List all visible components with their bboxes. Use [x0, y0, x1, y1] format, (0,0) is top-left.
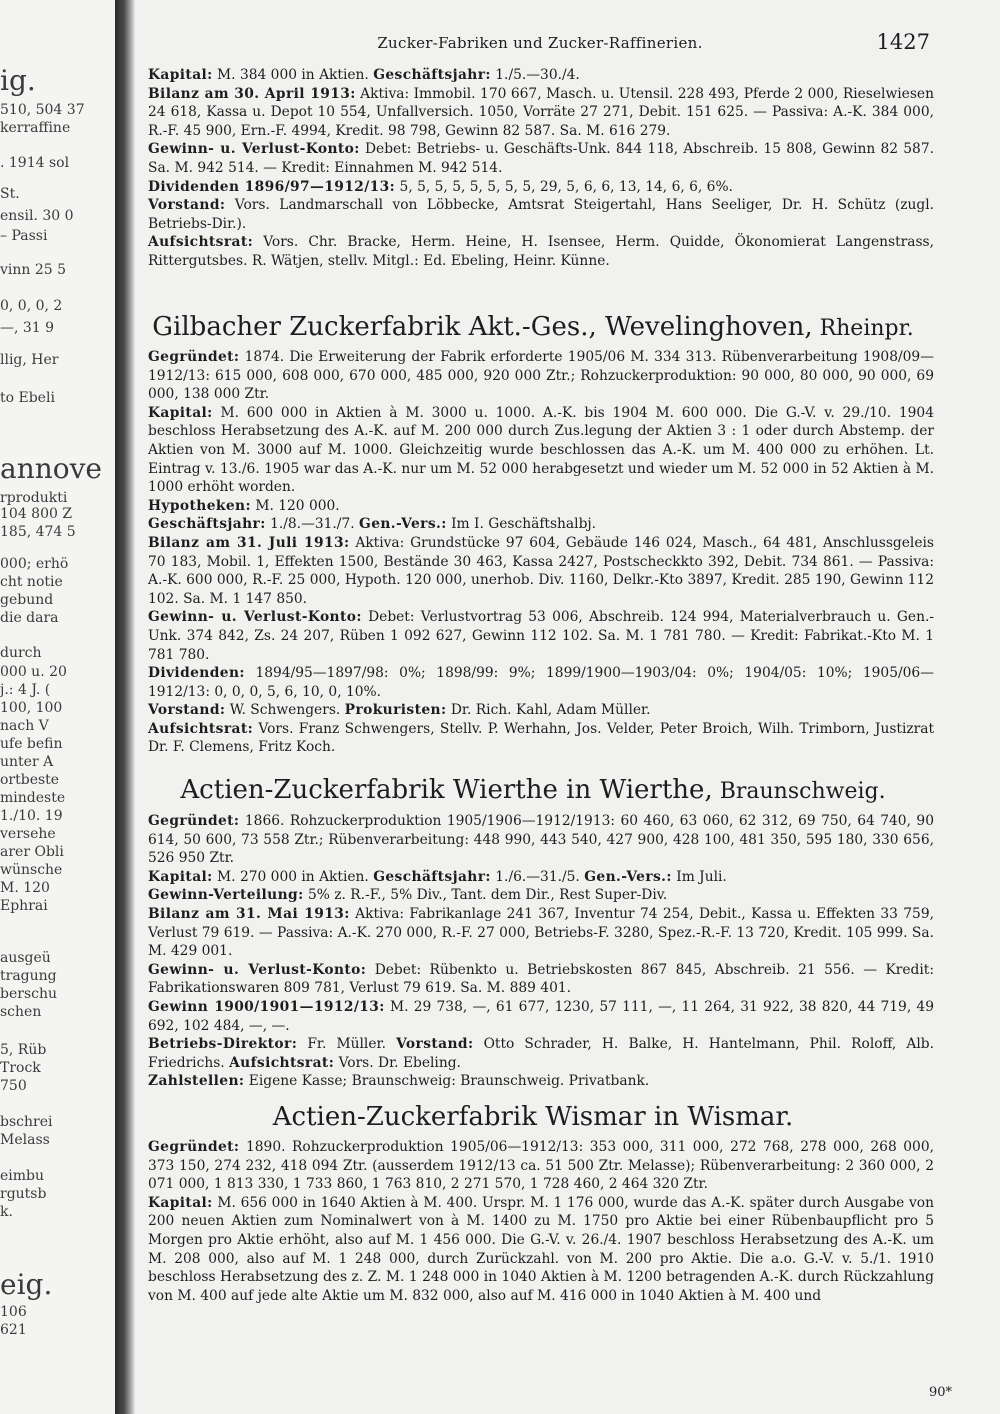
field-label: Gewinn- u. Verlust-Konto: — [148, 609, 362, 626]
entry-heading-gilbacher — [140, 312, 926, 342]
entry-title: Actien-Zuckerfabrik Wierthe in Wierthe, — [180, 775, 713, 805]
adjacent-page-fragment: k. — [0, 1204, 13, 1220]
entry-paragraph — [148, 515, 934, 534]
adjacent-page-fragment: vinn 25 5 — [0, 262, 67, 278]
entry-heading-wierthe — [140, 775, 926, 805]
entry-paragraph — [148, 812, 934, 868]
adjacent-page-fragment: berschu — [0, 986, 57, 1002]
field-value: Vors. Dr. Ebeling. — [334, 1054, 461, 1071]
entry-paragraph — [148, 66, 934, 85]
field-value: M. 656 000 in 1640 Aktien à M. 400. Urspr. M. 1 176 000, wurde das A.-K. später durch Ausgabe von 200 neuen Aktien zum Nominalwert von à M. 1400 zu M. 1750 pro Aktie bei einer Rübenbaupflicht pro 5 Morgen pro Aktie erhöht, also auf M. 1 456 000. Die G.-V. v. 26./4. 1907 beschloss Herabsetzung des A.-K. um M. 208 000, also auf M. 1 248 000, durch Zurückzahl. von M. 200 pro Aktie. Die a.o. G.-V. v. 5./1. 1910 beschloss Herabsetzung des z. Z. M. 1 248 000 in 1040 Aktien à M. 1200 betragenden A.-K. durch Rückzahlung von M. 400 auf jede alte Aktie um M. 832 000, also auf M. 416 000 in 1040 Aktien à M. 400 und — [148, 1194, 934, 1304]
entry-paragraph — [148, 1194, 934, 1306]
page — [140, 0, 940, 1414]
entry-body-wismar — [148, 1138, 934, 1305]
field-value: M. 384 000 in Aktien. — [212, 67, 374, 83]
adjacent-page-fragment: arer Obli — [0, 844, 64, 860]
adjacent-page-fragment: j.: 4 J. ( — [0, 682, 51, 698]
adjacent-page-fragment: —, 31 9 — [0, 320, 55, 336]
field-value: Aktiva: Grundstücke 97 604, Gebäude 146 024, Masch., 64 481, Anschlussgeleis 70 183, Mobil. 1, Effekten 1500, Bestände 30 463, Kassa 2427, Postscheckkto 392, Debit. 734 861. — Passiva: A.-K. 600 000, R.-F. 25 000, Hypoth. 120 000, unerhob. Div. 1160, Delkr.-Kto 3897, Kredit. 285 190, Gewinn 112 102. Sa. M. 1 147 850. — [148, 534, 935, 607]
entry-paragraph — [148, 961, 934, 998]
field-label: Vorstand: — [396, 1036, 474, 1053]
entry-paragraph — [148, 404, 934, 497]
entry-paragraph — [148, 701, 934, 720]
page-number: 1427 — [876, 30, 930, 54]
adjacent-page-fragment: eig. — [0, 1268, 53, 1301]
field-label: Betriebs-Direktor: — [148, 1036, 298, 1053]
adjacent-page-fragment: versehe — [0, 826, 56, 842]
field-label: Gewinn 1900/1901—1912/13: — [148, 998, 385, 1015]
entry-paragraph — [148, 905, 934, 961]
field-label: Vorstand: — [148, 197, 226, 214]
entry-title: Gilbacher Zuckerfabrik Akt.-Ges., Wevelinghoven, — [152, 312, 813, 342]
field-label: Gewinn-Verteilung: — [148, 887, 304, 904]
field-label: Geschäftsjahr: — [373, 67, 491, 83]
field-value: 1./6.—31./5. — [490, 868, 585, 885]
field-label: Kapital: — [148, 404, 213, 421]
adjacent-page-fragment: rprodukti — [0, 490, 68, 506]
field-value: Debet: Rübenkto u. Betriebskosten 867 845, Abschreib. 21 556. — Kredit: Fabrikationswaren 809 781, Verlust 79 619. Sa. M. 889 401. — [148, 961, 934, 997]
field-value: 5, 5, 5, 5, 5, 5, 5, 5, 29, 5, 6, 6, 13, 14, 6, 6, 6%. — [395, 178, 733, 195]
field-label: Dividenden 1896/97—1912/13: — [148, 178, 396, 195]
entry-paragraph — [148, 348, 934, 404]
top-entry-continuation — [148, 66, 934, 271]
adjacent-page-fragment: ig. — [0, 64, 36, 97]
field-value: 1890. Rohzuckerproduktion 1905/06—1912/13: 353 000, 311 000, 272 768, 278 000, 268 000, 373 150, 274 232, 418 094 Ztr. (ausserdem 1912/13 ca. 51 500 Ztr. Melasse); Rübenverarbeitung: 2 360 000, 2 071 000, 1 813 330, 1 733 860, 1 763 810, 2 271 570, 1 728 460, 2 464 320 Ztr. — [148, 1139, 934, 1193]
adjacent-page-fragment: wünsche — [0, 862, 63, 878]
field-label: Gen.-Vers.: — [359, 516, 447, 533]
adjacent-page-fragment: 1./10. 19 — [0, 808, 63, 824]
entry-paragraph — [148, 497, 934, 516]
entry-paragraph — [148, 1072, 934, 1091]
adjacent-page-fragment: – Passi — [0, 228, 48, 244]
adjacent-page-fragment: die dara — [0, 610, 59, 626]
adjacent-page-fragment: M. 120 — [0, 880, 50, 896]
entry-paragraph — [148, 85, 934, 141]
adjacent-page-fragment: 621 — [0, 1322, 27, 1338]
field-value: Aktiva: Fabrikanlage 241 367, Inventur 74 254, Debit., Kassa u. Effekten 33 759, Verlust 79 619. — Passiva: A.-K. 270 000, R.-F. 27 000, Betriebs-F. 3280, Spez.-R.-F. 13 720, Kredit. 105 999. Sa. M. 429 001. — [148, 905, 934, 960]
adjacent-page-fragment: eimbu — [0, 1168, 45, 1184]
field-label: Gegründet: — [148, 349, 240, 365]
field-label: Gen.-Vers.: — [584, 868, 672, 885]
field-value: 1894/95—1897/98: 0%; 1898/99: 9%; 1899/1900—1903/04: 0%; 1904/05: 10%; 1905/06—1912/13: 0, 0, 0, 5, 6, 10, 0, 10%. — [148, 665, 934, 700]
field-value: Vors. Landmarschall von Löbbecke, Amtsrat Steigertahl, Hans Seeliger, Dr. H. Schütz (zugl. Betriebs-Dir.). — [148, 197, 934, 232]
adjacent-page-fragment: Ephrai — [0, 898, 48, 914]
adjacent-page-fragment: 5, Rüb — [0, 1042, 47, 1058]
adjacent-page-fragment: Melass — [0, 1132, 50, 1148]
adjacent-page-fragment: 185, 474 5 — [0, 524, 76, 540]
field-label: Gegründet: — [148, 813, 240, 829]
field-value: Aktiva: Immobil. 170 667, Masch. u. Utensil. 228 493, Pferde 2 000, Rieselwiesen 24 618, Kassa u. Depot 10 554, Unfallversich. 1050, Vorräte 27 271, Debit. 151 625. — Passiva: A.-K. 384 000, R.-F. 45 900, Ern.-F. 4994, Kredit. 98 798, Gewinn 82 587. Sa. M. 616 279. — [148, 85, 934, 139]
entry-heading-wismar — [140, 1102, 926, 1132]
adjacent-page-fragment: mindeste — [0, 790, 66, 806]
entry-paragraph — [148, 868, 934, 887]
entry-paragraph — [148, 1138, 934, 1194]
adjacent-page-strip — [0, 0, 115, 1414]
entry-paragraph — [148, 534, 934, 608]
field-value: Eigene Kasse; Braunschweig: Braunschweig. Privatbank. — [244, 1073, 650, 1090]
field-value: 1./5.—30./4. — [490, 67, 580, 83]
field-label: Dividenden: — [148, 665, 245, 682]
adjacent-page-fragment: 100, 100 — [0, 700, 63, 716]
entry-paragraph — [148, 196, 934, 233]
field-value: Debet: Verlustvortrag 53 006, Abschreib. 124 994, Materialverbrauch u. Gen.-Unk. 374 842, Zs. 24 207, Rüben 1 092 627, Gewinn 112 102. Sa. M. 1 781 780. — Kredit: Fabrikat.-Kto M. 1 781 780. — [148, 609, 934, 663]
field-label: Gegründet: — [148, 1139, 240, 1155]
field-value: 1866. Rohzuckerproduktion 1905/1906—1912/1913: 60 460, 63 060, 62 312, 69 750, 64 740, 90 614, 50 600, 73 558 Ztr.; Rübenverarbeitung: 448 990, 443 540, 427 900, 428 100, 481 350, 595 180, 330 656, 526 950 Ztr. — [148, 813, 934, 867]
entry-paragraph — [148, 886, 934, 905]
adjacent-page-fragment: 510, 504 37 — [0, 102, 85, 118]
field-label: Kapital: — [148, 868, 213, 885]
entry-paragraph — [148, 608, 934, 664]
adjacent-page-fragment: ensil. 30 0 — [0, 208, 74, 224]
adjacent-page-fragment: gebund — [0, 592, 54, 608]
adjacent-page-fragment: kerraffine — [0, 120, 71, 136]
entry-paragraph — [148, 998, 934, 1035]
entry-title: Actien-Zuckerfabrik Wismar in Wismar. — [272, 1102, 794, 1132]
field-value: 5% z. R.-F., 5% Div., Tant. dem Dir., Rest Super-Div. — [303, 887, 668, 904]
field-label: Geschäftsjahr: — [373, 868, 491, 885]
entry-paragraph — [148, 178, 934, 197]
field-label: Kapital: — [148, 67, 213, 83]
adjacent-page-fragment: . 1914 sol — [0, 155, 70, 171]
field-label: Gewinn- u. Verlust-Konto: — [148, 141, 360, 158]
entry-paragraph — [148, 140, 934, 177]
field-value: Dr. Rich. Kahl, Adam Müller. — [446, 702, 651, 719]
field-value: M. 29 738, —, 61 677, 1230, 57 111, —, 11 264, 31 922, 38 820, 44 719, 49 692, 102 484, —, —. — [148, 998, 934, 1034]
adjacent-page-fragment: ufe befin — [0, 736, 63, 752]
field-label: Kapital: — [148, 1194, 213, 1211]
adjacent-page-fragment: 106 — [0, 1304, 27, 1320]
field-label: Aufsichtsrat: — [229, 1054, 335, 1071]
adjacent-page-fragment: St. — [0, 186, 20, 202]
field-value: M. 270 000 in Aktien. — [212, 868, 374, 885]
adjacent-page-fragment: to Ebeli — [0, 390, 55, 406]
field-label: Vorstand: — [148, 702, 226, 719]
field-value: 1874. Die Erweiterung der Fabrik erforderte 1905/06 M. 334 313. Rübenverarbeitung 1908/09—1912/13: 615 000, 608 000, 670 000, 485 000, 920 000 Ztr.; Rohzuckerproduktion: 90 000, 80 000, 90 000, 69 000, 138 000 Ztr. — [148, 349, 934, 403]
field-value: M. 120 000. — [250, 497, 340, 514]
field-value: W. Schwengers. — [225, 702, 345, 719]
field-label: Gewinn- u. Verlust-Konto: — [148, 961, 367, 978]
adjacent-page-fragment: ortbeste — [0, 772, 60, 788]
adjacent-page-fragment: llig, Her — [0, 352, 59, 368]
field-value: Debet: Betriebs- u. Geschäfts-Unk. 844 118, Abschreib. 15 808, Gewinn 82 587. Sa. M. 942 514. — Kredit: Einnahmen M. 942 514. — [148, 141, 934, 176]
adjacent-page-fragment: Trock — [0, 1060, 41, 1076]
entry-location: Rheinpr. — [812, 316, 914, 341]
field-value: Im Juli. — [671, 868, 727, 885]
field-label: Zahlstellen: — [148, 1073, 245, 1090]
adjacent-page-fragment: 104 800 Z — [0, 506, 73, 522]
field-value: 1./8.—31./7. — [265, 516, 360, 533]
adjacent-page-fragment: cht notie — [0, 574, 63, 590]
field-value: Vors. Franz Schwengers, Stellv. P. Werhahn, Jos. Velder, Peter Broich, Wilh. Trimborn, Justizrat Dr. F. Clemens, Fritz Koch. — [148, 720, 934, 756]
adjacent-page-fragment: unter A — [0, 754, 54, 770]
adjacent-page-fragment: bschrei — [0, 1114, 53, 1130]
field-label: Aufsichtsrat: — [148, 234, 254, 251]
book-gutter — [115, 0, 135, 1414]
field-value: Vors. Chr. Bracke, Herm. Heine, H. Isensee, Herm. Quidde, Ökonomierat Langenstrass, Rittergutsbes. R. Wätjen, stellv. Mitgl.: Ed. Ebeling, Heinr. Künne. — [148, 234, 934, 269]
entry-paragraph — [148, 664, 934, 701]
running-head: Zucker-Fabriken und Zucker-Raffinerien. — [377, 34, 703, 52]
entry-body-wierthe — [148, 812, 934, 1091]
field-value: M. 600 000 in Aktien à M. 3000 u. 1000. A.-K. bis 1904 M. 600 000. Die G.-V. v. 29./10. 1904 beschloss Herabsetzung des A.-K. auf M. 200 000 durch Zus.legung der Aktien 3 : 1 oder durch Abstemp. der Aktien von M. 3000 auf M. 1000. Gleichzeitig wurde beschlossen das A.-K. um M. 400 000 zu erhöhen. Lt. Eintrag v. 13./6. 1905 war das A.-K. nur um M. 52 000 herabgesetzt und wieder um M. 52 000 in 52 Aktien à M. 1000 erhöht worden. — [148, 404, 934, 496]
field-label: Aufsichtsrat: — [148, 720, 254, 737]
field-label: Bilanz am 30. April 1913: — [148, 85, 356, 102]
adjacent-page-fragment: ausgeü — [0, 950, 51, 966]
entry-body-gilbacher — [148, 348, 934, 757]
field-label: Bilanz am 31. Juli 1913: — [148, 534, 350, 551]
printer-signature: 90* — [928, 1385, 952, 1400]
field-label: Bilanz am 31. Mai 1913: — [148, 905, 350, 922]
adjacent-page-fragment: 0, 0, 0, 2 — [0, 298, 63, 314]
adjacent-page-fragment: 750 — [0, 1078, 27, 1094]
entry-paragraph — [148, 1035, 934, 1072]
field-label: Geschäftsjahr: — [148, 516, 266, 533]
adjacent-page-fragment: annove — [0, 452, 103, 485]
adjacent-page-fragment: tragung — [0, 968, 57, 984]
adjacent-page-fragment: 000; erhö — [0, 556, 69, 572]
entry-paragraph — [148, 720, 934, 757]
entry-location: Braunschweig. — [712, 779, 886, 804]
adjacent-page-fragment: schen — [0, 1004, 42, 1020]
entry-paragraph — [148, 233, 934, 270]
adjacent-page-fragment: rgutsb — [0, 1186, 47, 1202]
field-value: Otto Schrader, H. Balke, H. Hantelmann, Phil. Roloff, Alb. Friedrichs. — [148, 1036, 934, 1071]
adjacent-page-fragment: durch — [0, 645, 42, 661]
adjacent-page-fragment: nach V — [0, 718, 49, 734]
adjacent-page-fragment: 000 u. 20 — [0, 664, 67, 680]
field-label: Prokuristen: — [344, 702, 447, 719]
field-label: Hypotheken: — [148, 497, 251, 514]
field-value: Fr. Müller. — [297, 1036, 397, 1053]
field-value: Im I. Geschäftshalbj. — [446, 516, 597, 533]
